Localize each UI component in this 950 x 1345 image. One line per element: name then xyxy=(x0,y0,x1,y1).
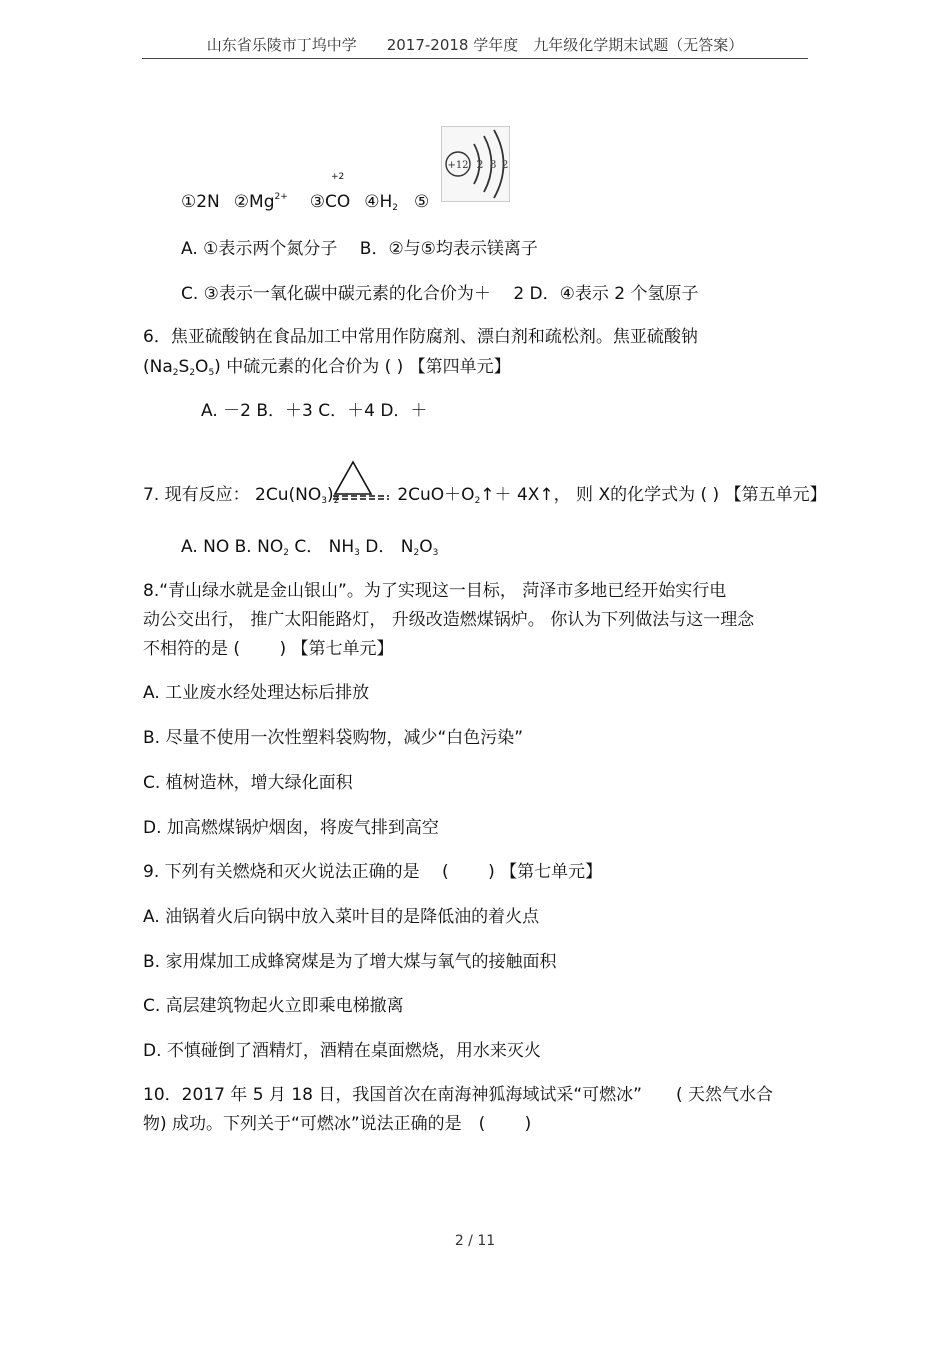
q6-formula-part: S xyxy=(178,357,190,377)
shell-electrons-1: 2 xyxy=(476,158,484,171)
q6-formula-sub: 2 xyxy=(172,368,179,378)
q7-sub: 3 xyxy=(321,496,327,506)
q8-option-d: D. 加高燃煤锅炉烟囱，将废气排到高空 xyxy=(143,818,439,838)
q5-co-valence: +2 xyxy=(331,172,345,182)
q8-stem-line1: 8.“青山绿水就是金山银山”。为了实现这一目标， 菏泽市多地已经开始实行电 xyxy=(143,581,727,601)
q9-option-b: B. 家用煤加工成蜂窝煤是为了增大煤与氧气的接触面积 xyxy=(143,952,557,972)
q5-symbol-2-charge: 2+ xyxy=(274,192,288,202)
q7-product-o2: ＋O xyxy=(444,485,475,505)
q6-formula-part: (Na xyxy=(143,357,173,377)
q7-option-sub: 2 xyxy=(283,548,289,558)
page-header: 山东省乐陵市丁坞中学 2017-2018 学年度 九年级化学期末试题（无答案） xyxy=(206,36,744,54)
q7-options xyxy=(181,536,438,564)
q8-option-c: C. 植树造林，增大绿化面积 xyxy=(143,773,353,793)
q6-formula-sub: 2 xyxy=(189,368,196,378)
q7-option-text: O xyxy=(419,537,433,557)
q7-product-cuo: 2CuO xyxy=(397,485,445,505)
q8-option-a: A. 工业废水经处理达标后排放 xyxy=(143,683,370,703)
q7-stem-tail: ↑＋ 4X↑， 则 X的化学式为 ( ) 【第五单元】 xyxy=(480,485,827,505)
q9-option-c: C. 高层建筑物起火立即乘电梯撤离 xyxy=(143,996,404,1016)
q5-symbol-1: ①2N xyxy=(181,192,220,212)
q8-stem-line3: 不相符的是 ( ) 【第七单元】 xyxy=(143,639,394,659)
q5-symbol-5: ⑤ xyxy=(414,192,430,212)
q6-stem-tail: ) 中硫元素的化合价为 ( ) 【第四单元】 xyxy=(214,357,511,377)
q7-option-sub: 3 xyxy=(354,548,360,558)
shell-electrons-3: 2 xyxy=(501,158,509,171)
heating-triangle-symbol xyxy=(333,460,389,500)
q7-stem: 7. 现有反应： $2Cu(NO_3)_2$ $2CuO+O_2↑+$ 4X↑， 则 X的化学式为 ( ) 【第五单元】 xyxy=(143,485,827,506)
nucleus-charge: +12 xyxy=(447,160,469,171)
page-number: 2 / 11 xyxy=(454,1233,496,1249)
q5-symbols xyxy=(181,186,429,219)
q7-reactant: 7. 现有反应： 2Cu(NO xyxy=(143,485,322,505)
mg-atom-diagram xyxy=(441,126,511,202)
shell-electrons-2: 8 xyxy=(489,158,497,171)
q6-stem-line2 xyxy=(143,356,511,384)
q6-options: A. －2 B．＋3 C．＋4 D．＋ xyxy=(201,401,428,421)
q7-option-sub: 2 xyxy=(413,548,420,558)
q5-option-ab: A. ①表示两个氮分子 B．②与⑤均表示镁离子 xyxy=(181,239,538,259)
q6-formula-part: O xyxy=(195,357,209,377)
q5-symbol-3: ③CO xyxy=(309,192,351,212)
q8-option-b: B. 尽量不使用一次性塑料袋购物，减少“白色污染” xyxy=(143,728,524,748)
q6-stem-line1: 6．焦亚硫酸钠在食品加工中常用作防腐剂、漂白剂和疏松剂。焦亚硫酸钠 xyxy=(143,327,698,347)
q7-sub: 2 xyxy=(333,496,340,506)
q7-sub: 2 xyxy=(474,496,481,506)
q7-option-text: A. NO B. NO xyxy=(181,537,284,557)
q7-option-sub: 3 xyxy=(432,548,439,558)
q9-stem: 9. 下列有关燃烧和灭火说法正确的是 ( ) 【第七单元】 xyxy=(143,862,603,882)
q5-option-cd: C. ③表示一氧化碳中碳元素的化合价为＋ 2 D．④表示 2 个氢原子 xyxy=(181,284,699,304)
q9-option-d: D. 不慎碰倒了酒精灯，酒精在桌面燃烧，用水来灭火 xyxy=(143,1041,541,1061)
q5-symbol-4: ④H xyxy=(364,192,393,212)
q9-option-a: A. 油锅着火后向锅中放入菜叶目的是降低油的着火点 xyxy=(143,907,540,927)
q6-formula-sub: 5 xyxy=(208,368,215,378)
q8-stem-line2: 动公交出行， 推广太阳能路灯， 升级改造燃煤锅炉。 你认为下列做法与这一理念 xyxy=(143,610,755,630)
q10-stem-line1: 10．2017 年 5 月 18 日，我国首次在南海神狐海域试采“可燃冰” ( 天然气水合 xyxy=(143,1085,774,1105)
q10-stem-line2: 物) 成功。下列关于“可燃冰”说法正确的是 ( ) xyxy=(143,1114,532,1134)
q7-option-text: D． N xyxy=(359,537,414,557)
header-rule xyxy=(142,58,808,59)
q5-symbol-2: ②Mg xyxy=(233,192,275,212)
q5-symbol-4-sub: 2 xyxy=(392,203,399,213)
heat-triangle xyxy=(335,462,371,494)
q7-option-text: C． NH xyxy=(288,537,355,557)
